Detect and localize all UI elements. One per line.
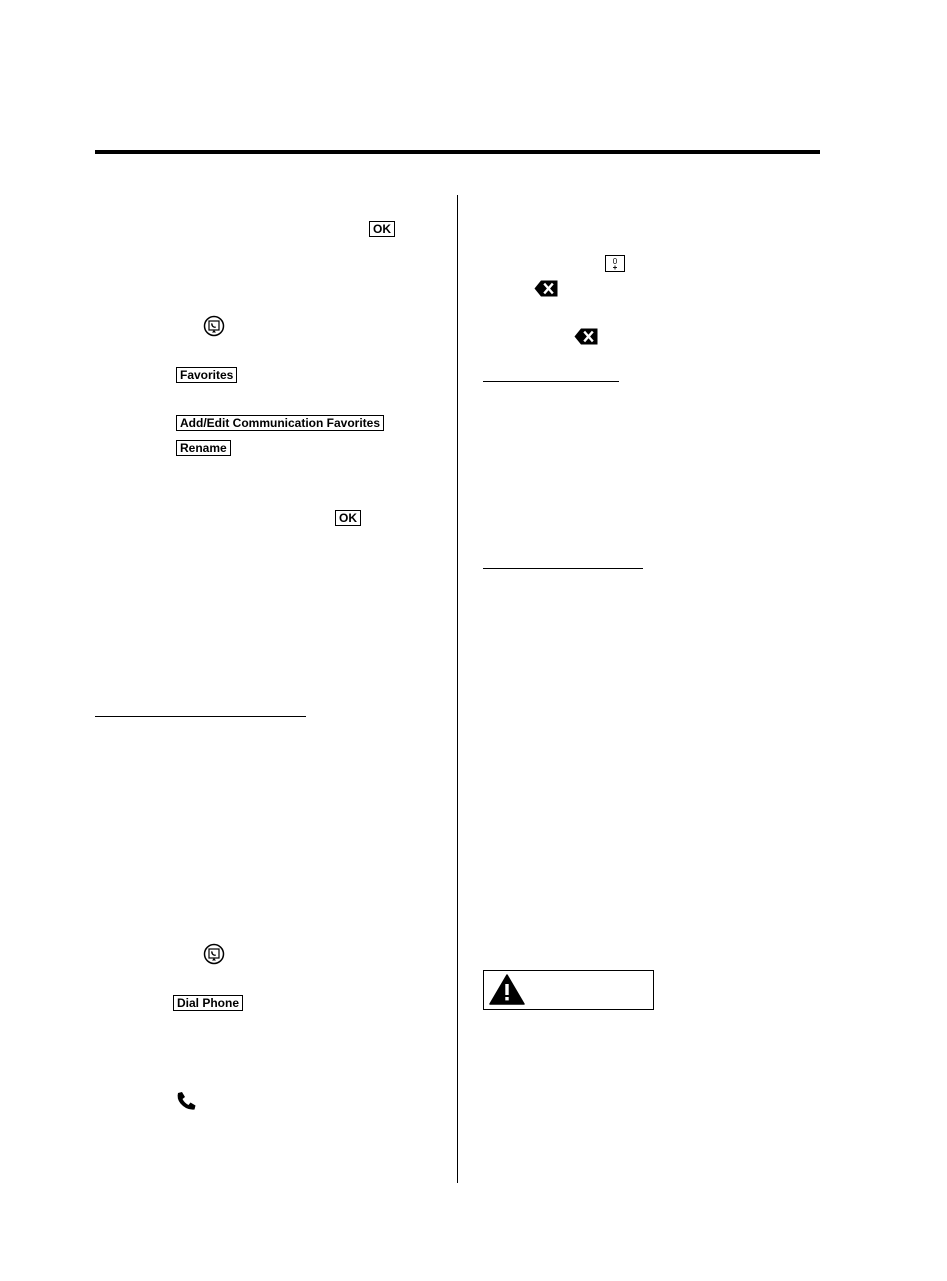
section-heading-underline [483, 381, 619, 382]
backspace-icon[interactable] [534, 280, 558, 302]
warning-icon [489, 974, 525, 1010]
ok-button[interactable]: OK [369, 221, 395, 237]
zero-key-label: 0 [612, 257, 618, 266]
handset-icon[interactable] [175, 1090, 197, 1117]
phone-screen-icon[interactable] [203, 315, 225, 342]
section-heading-underline [483, 568, 643, 569]
warning-box [483, 970, 654, 1010]
phone-screen-icon[interactable] [203, 943, 225, 970]
zero-plus-icon[interactable] [605, 255, 625, 277]
section-heading-underline [95, 716, 306, 717]
favorites-button[interactable]: Favorites [176, 367, 237, 383]
backspace-icon[interactable] [574, 328, 598, 350]
column-divider [457, 195, 458, 1183]
header-rule [95, 150, 820, 154]
dial-phone-button[interactable]: Dial Phone [173, 995, 243, 1011]
ok-button[interactable]: OK [335, 510, 361, 526]
rename-button[interactable]: Rename [176, 440, 231, 456]
add-edit-favorites-button[interactable]: Add/Edit Communication Favorites [176, 415, 384, 431]
